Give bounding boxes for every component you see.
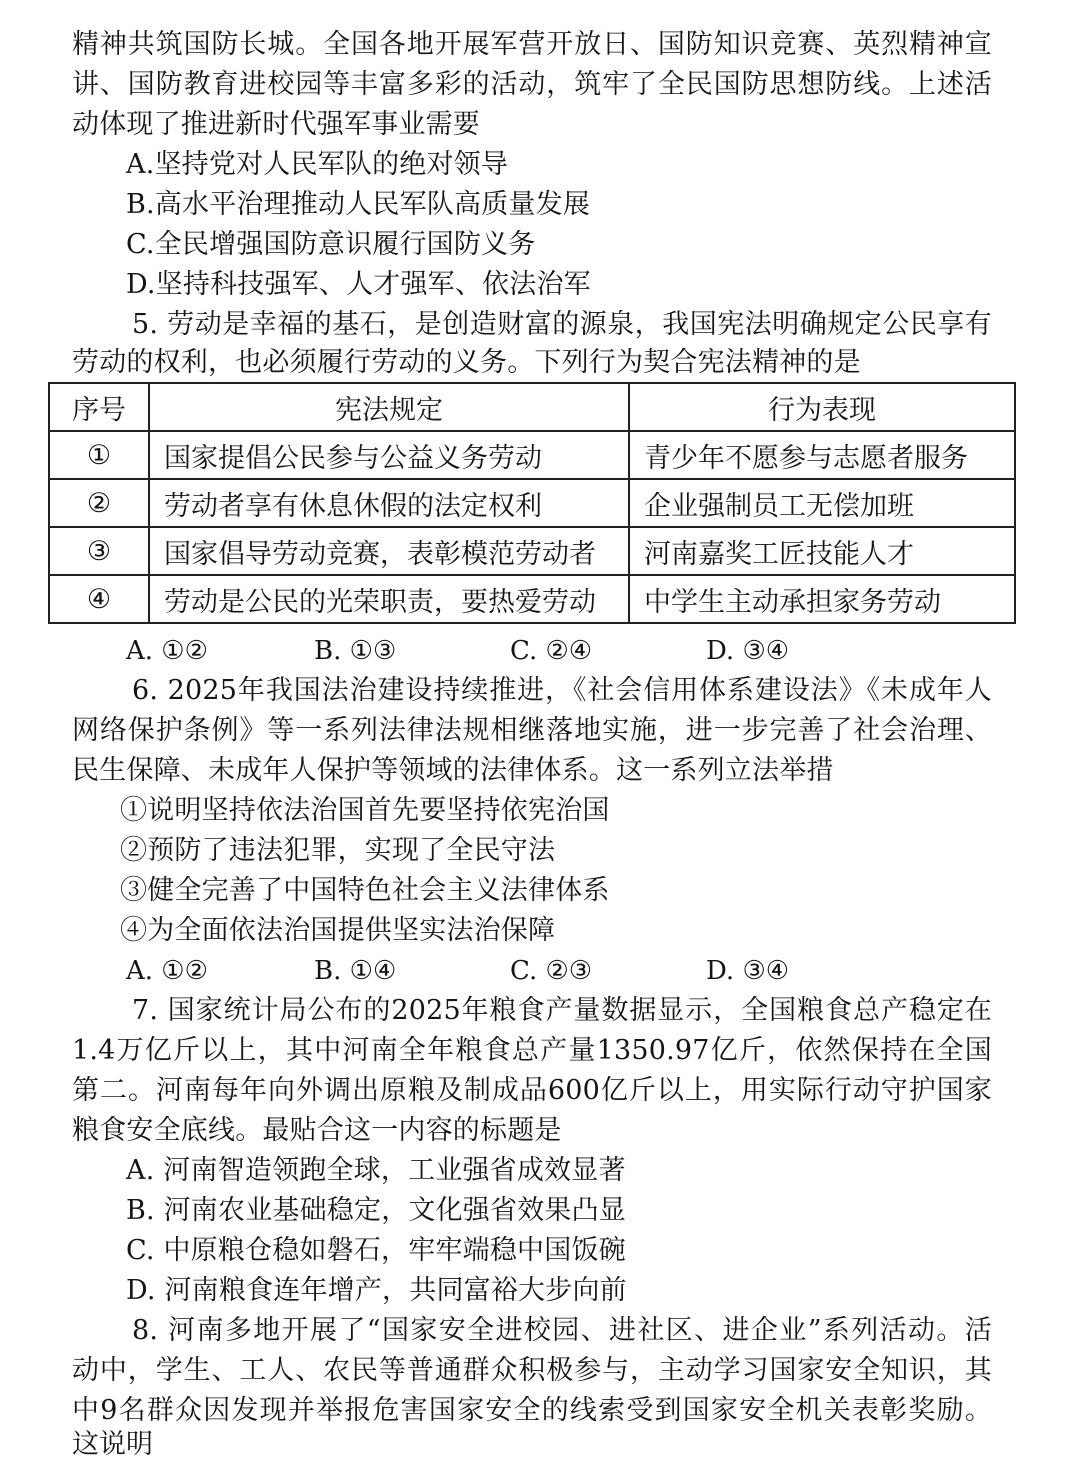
q7-option-b: B. 河南农业基础稳定，文化强省效果凸显 [126,1195,627,1226]
q7-stem-line: 第二。河南每年向外调出原粮及制成品600亿斤以上，用实际行动守护国家 [72,1075,992,1106]
q5-stem-line: 劳动的权利，也必须履行劳动的义务。下列行为契合宪法精神的是 [72,347,861,378]
q8-stem-line-cut: 这说明 [72,1429,153,1460]
row-behavior: 青少年不愿参与志愿者服务 [629,431,1015,479]
q6-answer-c: C. ②③ [510,956,593,986]
q6-answer-choices [126,954,946,988]
q4-option-b: B.高水平治理推动人民军队高质量发展 [126,189,591,220]
header-index: 序号 [49,383,149,431]
table-row [49,527,1015,575]
q6-stem-line: 6. 2025年我国法治建设持续推进，《社会信用体系建设法》《未成年人 [132,675,992,706]
q5-answer-a: A. ①② [126,636,208,666]
row-provision: 劳动者享有休息休假的法定权利 [149,479,629,527]
row-index: ④ [49,575,149,623]
row-index: ② [49,479,149,527]
q7-stem-line: 1.4万亿斤以上，其中河南全年粮食总产量1350.97亿斤，依然保持在全国 [72,1035,992,1066]
row-provision: 国家倡导劳动竞赛，表彰模范劳动者 [149,527,629,575]
table-row [49,431,1015,479]
q6-statement: ②预防了违法犯罪，实现了全民守法 [120,835,556,866]
table-row [49,479,1015,527]
q7-option-d: D. 河南粮食连年增产，共同富裕大步向前 [126,1275,627,1306]
q6-answer-b: B. ①④ [314,956,397,986]
q5-answer-choices [126,634,946,668]
q8-stem-line: 动中，学生、工人、农民等普通群众积极参与，主动学习国家安全知识，其 [72,1355,992,1386]
q7-stem-line: 7. 国家统计局公布的2025年粮食产量数据显示，全国粮食总产稳定在 [132,995,992,1026]
q4-stem-line: 精神共筑国防长城。全国各地开展军营开放日、国防知识竞赛、英烈精神宣 [72,29,992,60]
table-row [49,575,1015,623]
q6-stem-line: 网络保护条例》等一系列法律法规相继落地实施，进一步完善了社会治理、 [72,715,992,746]
q4-option-c: C.全民增强国防意识履行国防义务 [126,229,536,260]
q7-option-c: C. 中原粮仓稳如磐石，牢牢端稳中国饭碗 [126,1235,626,1266]
q8-stem-line: 8. 河南多地开展了“国家安全进校园、进社区、进企业”系列活动。活 [132,1315,992,1346]
q6-statement: ①说明坚持依法治国首先要坚持依宪治国 [120,795,610,826]
q5-answer-d: D. ③④ [706,636,790,666]
q5-stem-line: 5. 劳动是幸福的基石，是创造财富的源泉，我国宪法明确规定公民享有 [132,309,992,340]
q4-stem-line: 动体现了推进新时代强军事业需要 [72,109,480,140]
q8-stem-line: 中9名群众因发现并举报危害国家安全的线索受到国家安全机关表彰奖励。 [72,1395,992,1426]
q6-statement: ③健全完善了中国特色社会主义法律体系 [120,875,610,906]
q6-stem-line: 民生保障、未成年人保护等领域的法律体系。这一系列立法举措 [72,755,834,786]
q5-answer-c: C. ②④ [510,636,593,666]
row-behavior: 中学生主动承担家务劳动 [629,575,1015,623]
table-header-row [49,383,1015,431]
q4-stem-line: 讲、国防教育进校园等丰富多彩的活动，筑牢了全民国防思想防线。上述活 [72,69,992,100]
row-index: ① [49,431,149,479]
q7-option-a: A. 河南智造领跑全球，工业强省成效显著 [126,1155,626,1186]
q6-statement: ④为全面依法治国提供坚实法治保障 [120,915,556,946]
q5-answer-b: B. ①③ [314,636,397,666]
row-behavior: 河南嘉奖工匠技能人才 [629,527,1015,575]
q6-answer-a: A. ①② [126,956,208,986]
row-behavior: 企业强制员工无偿加班 [629,479,1015,527]
row-index: ③ [49,527,149,575]
q4-option-a: A.坚持党对人民军队的绝对领导 [126,149,509,180]
header-behavior: 行为表现 [629,383,1015,431]
row-provision: 劳动是公民的光荣职责，要热爱劳动 [149,575,629,623]
constitution-table [48,382,1016,624]
q4-option-d: D.坚持科技强军、人才强军、依法治军 [126,269,591,300]
q6-answer-d: D. ③④ [706,956,790,986]
q7-stem-line: 粮食安全底线。最贴合这一内容的标题是 [72,1115,562,1146]
header-provision: 宪法规定 [149,383,629,431]
row-provision: 国家提倡公民参与公益义务劳动 [149,431,629,479]
